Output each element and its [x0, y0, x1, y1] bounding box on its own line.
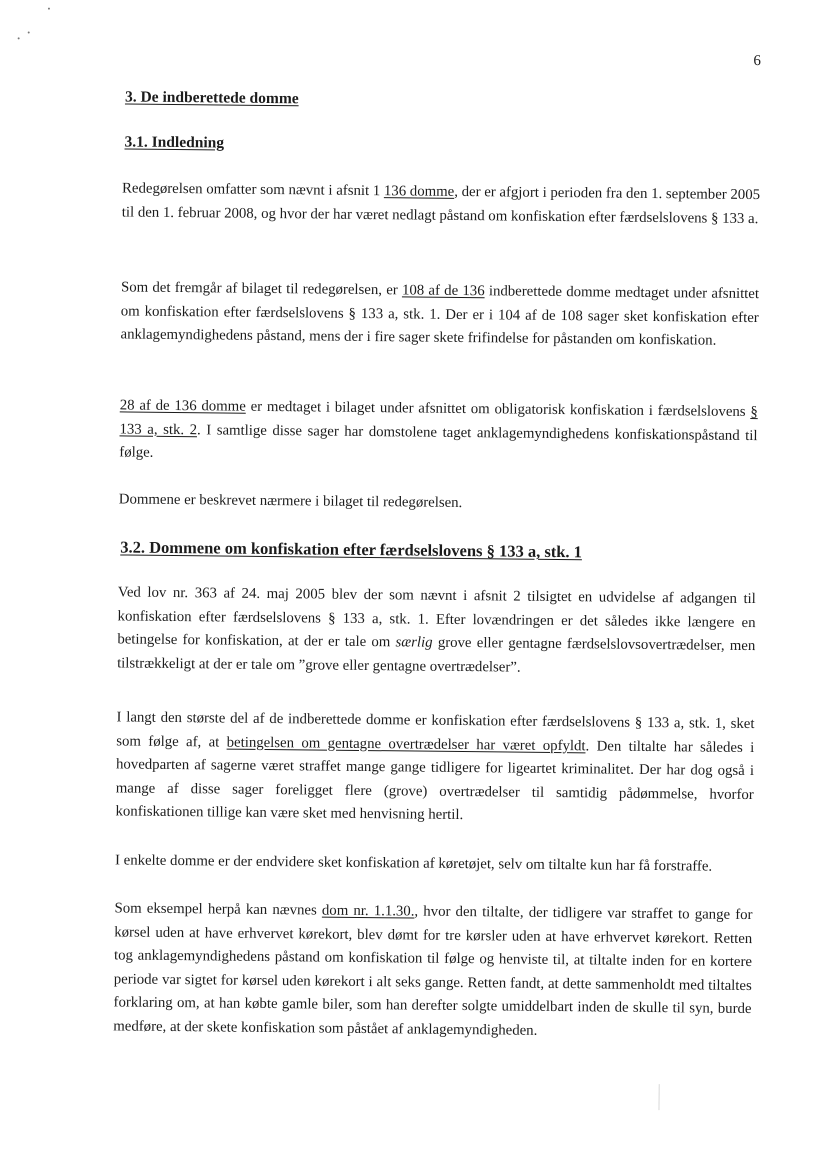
scan-mark	[658, 1084, 659, 1110]
scan-speck	[18, 37, 20, 39]
paragraph-mandatory-confiscation: 28 af de 136 domme er medtaget i bilaget under afsnittet om obligatorisk konfiskation i færdselslovens § 133 a, stk. 2. I samtlige disse sager har domstolene taget anklagemyndighedens konfiskationspåstand til følge.	[119, 397, 758, 461]
paragraph-few-prior-convictions: I enkelte domme er der endvidere sket konfiskation af køretøjet, selv om tiltalte kun har få forstraffe.	[114, 852, 713, 875]
scan-speck	[28, 31, 30, 33]
underlined-phrase: 28 af de 136 domme	[119, 397, 246, 415]
underlined-phrase: § 133 a, stk. 2	[119, 404, 758, 438]
scan-speck	[48, 8, 50, 10]
subsection-heading-stk1: 3.2. Dommene om konfiskation efter færdselslovens § 133 a, stk. 1	[120, 537, 583, 562]
paragraph-description: Dommene er beskrevet nærmere i bilaget til redegørelsen.	[118, 491, 463, 512]
paragraph-scope: Redegørelsen omfatter som nævnt i afsnit 1 136 domme, der er afgjort i perioden fra den 1. september 2005 til den 1. februar 2008, og hvor der har været nedlagt påstand om konfiskation efter færdselslovens § 133 a.	[121, 180, 761, 227]
paragraph-law-change: Ved lov nr. 363 af 24. maj 2005 blev der som nævnt i afsnit 2 tilsigtet en udvidelse af adgangen til konfiskation efter færdselslovens § 133 a, stk. 1. Efter lovændringen er det således ikke længere en betingelse for konfiskation, at der er tale om særlig grove eller gentagne færdselslovsovertrædelser, men tilstrækkeligt at der er tale om ”grove eller gentagne overtrædelser”.	[117, 584, 756, 676]
underlined-phrase: dom nr. 1.1.30.	[321, 902, 415, 920]
underlined-phrase: 108 af de 136	[401, 282, 485, 300]
emphasized-word: særlig	[395, 634, 433, 651]
underlined-phrase: 136 domme	[383, 183, 455, 200]
subsection-heading-introduction: 3.1. Indledning	[124, 133, 225, 152]
paragraph-appendix: Som det fremgår af bilaget til redegørelsen, er 108 af de 136 indberettede domme medtaget under afsnittet om konfiskation efter færdselslovens § 133 a, stk. 1. Der er i 104 af de 108 sager sket konfiskation efter anklagemyndighedens påstand, mens der i fire sager skete frifindelse for påstanden om konfiskation.	[120, 279, 760, 349]
underlined-phrase: betingelsen om gentagne overtrædelser har været opfyldt	[226, 734, 586, 754]
paragraph-example: Som eksempel herpå kan nævnes dom nr. 1.1.30., hvor den tiltalte, der tidligere var straffet to gange for kørsel uden at have erhvervet kørekort, blev dømt for tre kørsler uden at have erhvervet kørekort. Retten tog anklagemyndighedens påstand om konfiskation til følge og henviste til, at tiltalte inden for en kortere periode var sigtet for kørsel uden kørekort i alt seks gange. Retten fandt, at dette sammenholdt med tiltaltes forklaring om, at han købte gamle biler, som han derefter solgte umiddelbart inden de skulle til syn, burde medføre, at der skete konfiskation som påstået af anklagemyndigheden.	[113, 900, 753, 1039]
paragraph-repeat-offences: I langt den største del af de indberettede domme er konfiskation efter færdselslovens § 133 a, stk. 1, sket som følge af, at betingelsen om gentagne overtrædelser har været opfyldt. Den tiltalte har således i hovedparten af sagerne været straffet mange gange tidligere for ligeartet kriminalitet. Der har dog også i mange af disse sager foreligget flere (grove) overtrædelser til samtidig pådømmelse, hvorfor konfiskationen tillige kan være sket med henvisning hertil.	[115, 709, 755, 824]
page-number: 6	[753, 53, 762, 70]
section-heading: 3. De indberettede domme	[124, 88, 299, 108]
